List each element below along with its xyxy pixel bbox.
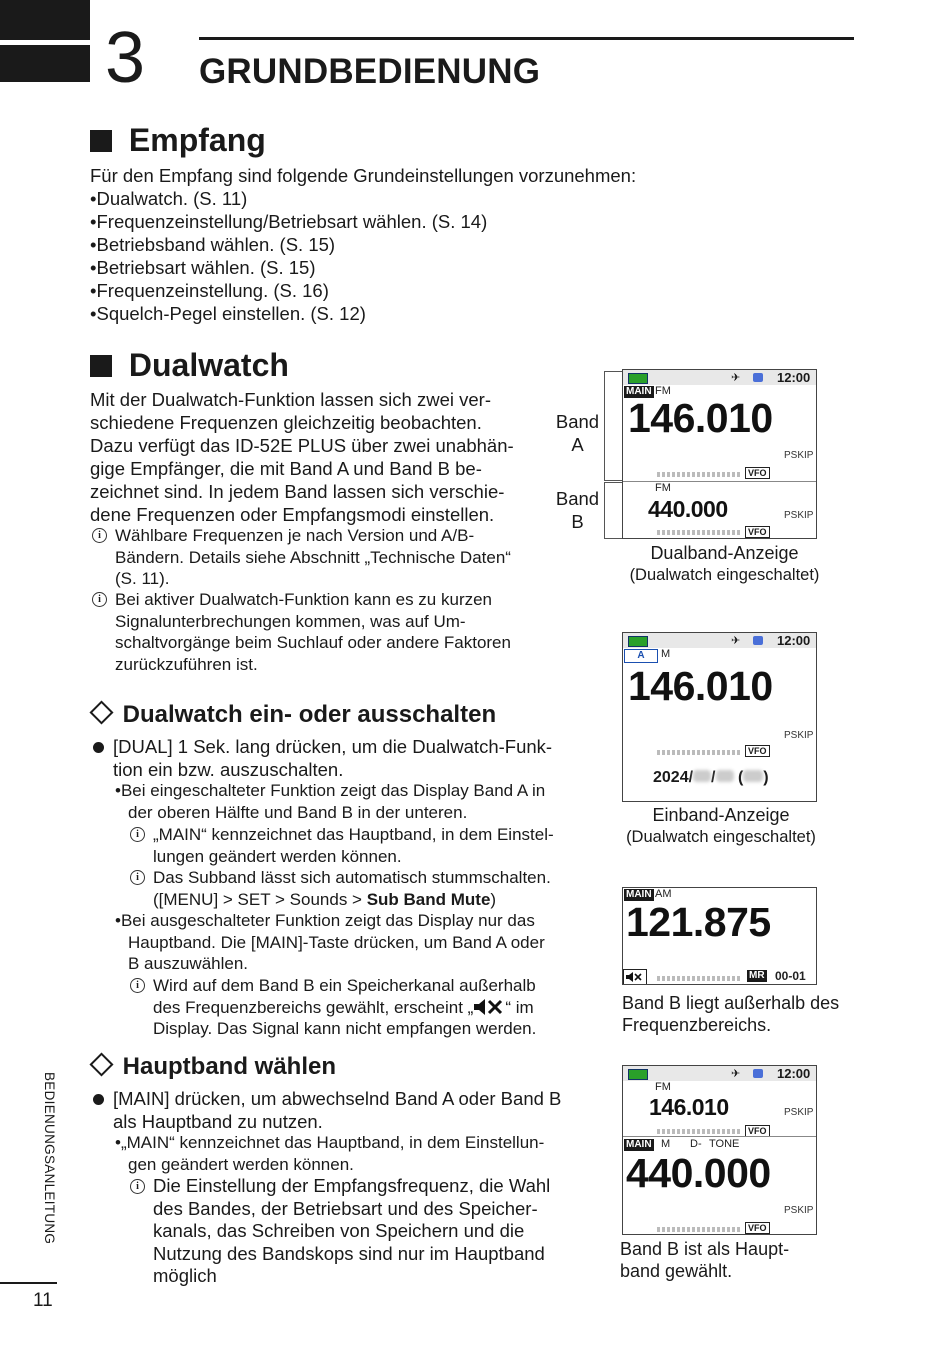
vfo-tag: VFO <box>745 1222 770 1234</box>
caption-dualband <box>622 542 827 586</box>
tone-label: TONE <box>709 1138 740 1150</box>
blurred-month <box>693 770 711 782</box>
text-line: (Dualwatch eingeschaltet) <box>629 566 820 584</box>
text-line: „MAIN“ kennzeichnet das Hauptband, in dem Einstel- <box>153 825 554 844</box>
empfang-heading-text: Empfang <box>128 122 266 158</box>
caption-out-of-range <box>622 992 839 1036</box>
text-line: Wird auf dem Band B ein Speicherkanal außerhalb <box>153 976 536 995</box>
text-line: lungen geändert werden können. <box>153 846 402 866</box>
text-line: [DUAL] 1 Sek. lang drücken, um die Dualwatch-Funk- <box>113 736 553 757</box>
text-line: Dazu verfügt das ID-52E PLUS über zwei unabhän- <box>90 435 514 456</box>
text-line: Display. Das Signal kann nicht empfangen werden. <box>153 1019 537 1038</box>
gps-icon: ✈ <box>731 635 741 647</box>
signal-meter <box>657 530 742 535</box>
text-line: Hauptband. Die [MAIN]-Taste drücken, um Band A oder <box>128 932 545 952</box>
text-line <box>153 997 536 1019</box>
signal-meter <box>657 976 742 981</box>
text-line: Band B liegt außerhalb des <box>622 993 840 1013</box>
frequency-b: 440.000 <box>626 1150 771 1196</box>
text-line: •„MAIN“ kennzeichnet das Hauptband, in dem Einstellun- <box>115 1133 545 1152</box>
text-line: A <box>571 434 584 455</box>
toggle-heading <box>90 701 496 729</box>
text-line: Signalunterbrechungen kommen, was auf Um- <box>115 611 466 631</box>
main-tag: MAIN <box>626 386 652 397</box>
text-line: [MAIN] drücken, um abwechselnd Band A oder Band B <box>113 1088 562 1109</box>
band-b-label <box>555 487 600 533</box>
dualwatch-note-1 <box>90 525 511 590</box>
toggle-sub-2 <box>115 910 545 975</box>
dualwatch-heading <box>90 347 289 384</box>
pskip-label: PSKIP <box>784 1107 814 1118</box>
info-icon: i <box>130 978 145 993</box>
mr-tag: MR <box>749 970 765 981</box>
gps-icon: ✈ <box>731 372 741 384</box>
text-span: des Frequenzbereichs gewählt, erscheint „ <box>153 997 474 1017</box>
toggle-sub-1-note-2 <box>128 867 551 910</box>
channel-number: 00-01 <box>775 969 806 983</box>
text-line: möglich <box>153 1265 217 1286</box>
text-line: schaltvorgänge beim Suchlauf oder andere Faktoren <box>115 633 511 652</box>
list-item: •Betriebsband wählen. (S. 15) <box>90 234 336 255</box>
text-line: Mit der Dualwatch-Funktion lassen sich zwei ver- <box>90 389 491 410</box>
pskip-label: PSKIP <box>784 510 814 521</box>
text-line: zurückzuführen ist. <box>115 654 258 674</box>
text-line: (Dualwatch eingeschaltet) <box>626 828 816 846</box>
mainband-step <box>90 1087 561 1133</box>
text-line: Die Einstellung der Empfangsfrequenz, die Wahl <box>153 1175 551 1196</box>
speaker-mute-icon <box>473 998 505 1016</box>
band-divider <box>623 481 816 482</box>
mute-indicator <box>623 969 647 985</box>
text-span: ) <box>490 889 497 909</box>
pskip-label: PSKIP <box>784 1205 814 1216</box>
text-line: gen geändert werden können. <box>128 1154 354 1174</box>
dualwatch-paragraph <box>90 388 514 526</box>
chapter-rule <box>199 37 854 40</box>
chapter-title: GRUNDBEDIENUNG <box>199 52 541 91</box>
page-rule <box>0 1282 57 1284</box>
text-line: Dualband-Anzeige <box>650 543 799 563</box>
date-paren: ) <box>763 769 769 786</box>
text-line: Band B ist als Haupt- <box>620 1239 790 1259</box>
list-item: •Betriebsart wählen. (S. 15) <box>90 257 316 278</box>
empfang-body <box>90 164 636 325</box>
text-line: •Bei eingeschalteter Funktion zeigt das Display Band A in <box>115 781 546 800</box>
menu-path-bold: Sub Band Mute <box>366 889 491 909</box>
text-line: Band <box>555 488 600 509</box>
dualwatch-heading-text: Dualwatch <box>128 347 289 383</box>
date-paren: ( <box>737 769 744 786</box>
mainband-heading <box>90 1053 336 1081</box>
digital-mode: D- <box>690 1138 702 1150</box>
out-of-range-screen <box>622 887 817 985</box>
mode-fm: FM <box>655 1081 671 1093</box>
dualband-screen <box>622 369 817 539</box>
speaker-mute-icon <box>624 971 644 983</box>
blurred-day <box>716 770 734 782</box>
chapter-number: 3 <box>105 18 146 98</box>
text-line: tion ein bzw. auszuschalten. <box>113 759 344 780</box>
square-marker-icon <box>90 355 112 377</box>
text-line: Bei aktiver Dualwatch-Funktion kann es zu kurzen <box>115 590 493 609</box>
text-line: schiedene Frequenzen gleichzeitig beobachten. <box>90 412 482 433</box>
text-line: Band <box>555 411 600 432</box>
dualwatch-note-2 <box>90 589 511 675</box>
toggle-step <box>90 735 552 781</box>
band-a-tag: A <box>624 649 658 663</box>
vfo-tag: VFO <box>745 1125 770 1137</box>
diamond-marker-icon <box>89 700 113 724</box>
pskip-label: PSKIP <box>784 730 814 741</box>
singleband-screen <box>622 632 817 802</box>
side-label: BEDIENUNGSANLEITUNG <box>42 1072 57 1245</box>
chapter-tab-top <box>0 0 90 40</box>
signal-meter <box>657 750 742 755</box>
text-line: gige Empfänger, die mit Band A und Band B be- <box>90 458 482 479</box>
text-line: Nutzung des Bandskops sind nur im Hauptband <box>153 1242 545 1264</box>
frequency-a: 146.010 <box>649 1094 729 1120</box>
text-line: des Bandes, der Betriebsart und des Speicher- <box>153 1197 538 1219</box>
text-line: B auszuwählen. <box>128 954 249 973</box>
caption-singleband <box>615 804 827 848</box>
bullet-icon <box>93 742 104 753</box>
text-line: Einband-Anzeige <box>652 805 790 825</box>
mode-fm: FM <box>655 482 671 494</box>
chapter-tab-bottom <box>0 45 90 82</box>
mode-am: AM <box>655 888 672 900</box>
empfang-heading <box>90 122 266 159</box>
text-line: Bändern. Details siehe Abschnitt „Technische Daten“ <box>115 547 511 567</box>
signal-meter <box>657 1129 742 1134</box>
page-number: 11 <box>33 1290 53 1311</box>
text-line: zeichnet sind. In jedem Band lassen sich verschie- <box>90 481 505 502</box>
info-icon: i <box>130 827 145 842</box>
clock: 12:00 <box>777 370 811 385</box>
frequency-a: 146.010 <box>628 395 773 441</box>
blurred-weekday <box>743 770 763 782</box>
text-line: (S. 11). <box>115 569 170 588</box>
clock: 12:00 <box>777 1066 811 1081</box>
text-line: B <box>571 511 584 532</box>
vfo-tag: VFO <box>745 467 770 479</box>
mainband-heading-text: Hauptband wählen <box>122 1053 337 1080</box>
band-a-bracket <box>604 371 623 481</box>
clock: 12:00 <box>777 633 811 648</box>
bluetooth-icon <box>753 373 763 382</box>
text-line: •Bei ausgeschalteter Funktion zeigt das Display nur das <box>115 911 535 930</box>
text-line: dene Frequenzen oder Empfangsmodi einstellen. <box>90 504 495 525</box>
battery-icon <box>628 373 648 384</box>
frequency-a: 146.010 <box>628 663 773 709</box>
mode-m: M <box>661 1138 671 1150</box>
info-icon: i <box>130 870 145 885</box>
info-icon: i <box>92 528 107 543</box>
vfo-tag: VFO <box>745 745 770 757</box>
date-separator: / <box>711 769 716 786</box>
gps-icon: ✈ <box>731 1068 741 1080</box>
signal-meter <box>657 472 742 477</box>
empfang-intro: Für den Empfang sind folgende Grundeinstellungen vorzunehmen: <box>90 165 637 186</box>
bluetooth-icon <box>753 636 763 645</box>
caption-band-b-main <box>620 1238 789 1282</box>
info-icon: i <box>92 592 107 607</box>
text-line: band gewählt. <box>620 1261 733 1281</box>
band-divider <box>623 1136 816 1137</box>
mode-fm: FM <box>655 385 671 397</box>
toggle-sub-1 <box>115 780 545 823</box>
toggle-heading-text: Dualwatch ein- oder ausschalten <box>122 701 497 728</box>
text-line: Wählbare Frequenzen je nach Version und A/B- <box>115 526 475 545</box>
info-icon: i <box>130 1179 145 1194</box>
text-line: Das Subband lässt sich automatisch stummschalten. <box>153 868 551 887</box>
vfo-tag: VFO <box>745 526 770 538</box>
pskip-label: PSKIP <box>784 450 814 461</box>
text-line: Frequenzbereichs. <box>622 1015 772 1035</box>
mainband-sub <box>115 1132 544 1175</box>
frequency-out: 121.875 <box>626 899 771 945</box>
text-line: der oberen Hälfte und Band B in der unteren. <box>128 802 468 822</box>
signal-meter <box>657 1227 742 1232</box>
main-tag: MAIN <box>626 889 652 900</box>
text-line: als Hauptband zu nutzen. <box>113 1111 323 1132</box>
band-a-label <box>555 410 600 456</box>
battery-icon <box>628 636 648 647</box>
bullet-icon <box>93 1094 104 1105</box>
main-tag: MAIN <box>626 1139 652 1150</box>
list-item: •Squelch-Pegel einstellen. (S. 12) <box>90 303 366 324</box>
text-line: kanals, das Schreiben von Speichern und die <box>153 1220 525 1241</box>
mainband-note <box>128 1175 550 1288</box>
band-b-main-screen <box>622 1065 817 1235</box>
text-span: “ im <box>505 997 534 1017</box>
square-marker-icon <box>90 130 112 152</box>
frequency-b: 440.000 <box>648 496 728 522</box>
text-span: ([MENU] > SET > Sounds > <box>153 889 367 909</box>
battery-icon <box>628 1069 648 1080</box>
date-line <box>653 769 769 787</box>
list-item: •Frequenzeinstellung/Betriebsart wählen. (S. 14) <box>90 211 488 232</box>
band-b-bracket <box>604 482 623 539</box>
bluetooth-icon <box>753 1069 763 1078</box>
date-year: 2024/ <box>653 769 694 786</box>
text-line <box>153 889 551 911</box>
diamond-marker-icon <box>89 1052 113 1076</box>
list-item: •Dualwatch. (S. 11) <box>90 188 248 209</box>
mode-m: M <box>661 648 671 660</box>
toggle-sub-1-note-1 <box>128 824 554 867</box>
toggle-sub-2-note <box>128 975 536 1040</box>
list-item: •Frequenzeinstellung. (S. 16) <box>90 280 329 301</box>
